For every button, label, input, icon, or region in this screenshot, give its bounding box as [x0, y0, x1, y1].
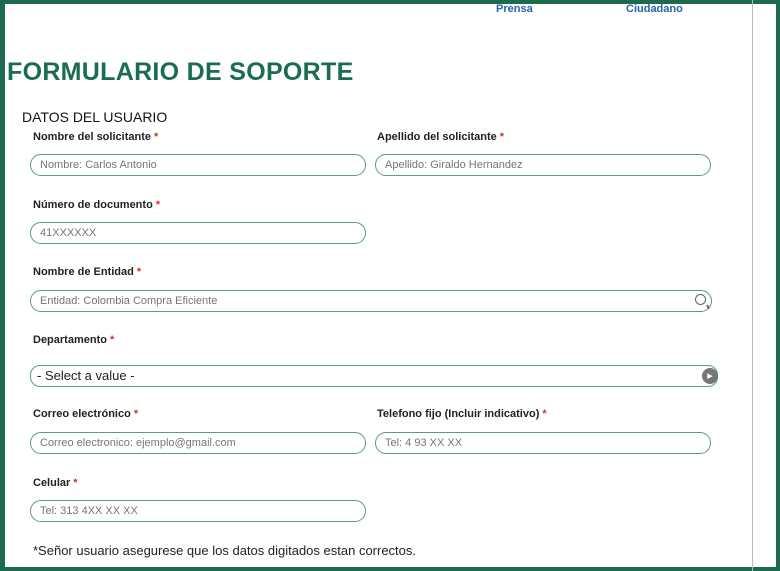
search-icon[interactable]: [695, 294, 706, 305]
section-title: DATOS DEL USUARIO: [22, 109, 168, 125]
label-text: Correo electrónico: [33, 408, 131, 420]
page-title: FORMULARIO DE SOPORTE: [7, 58, 354, 86]
nav-link-prensa[interactable]: Prensa: [496, 3, 533, 15]
label-entidad: [33, 266, 141, 278]
documento-input[interactable]: [30, 222, 366, 244]
label-text: Departamento: [33, 334, 107, 346]
label-text: Número de documento: [33, 199, 153, 211]
label-telefono: [377, 408, 547, 420]
apellido-input[interactable]: [375, 154, 711, 176]
required-mark: *: [155, 199, 161, 211]
label-departamento: [33, 334, 114, 346]
nav-link-ciudadano[interactable]: Ciudadano: [626, 3, 683, 15]
required-mark: *: [499, 131, 505, 143]
required-mark: *: [133, 408, 139, 420]
label-apellido: [377, 131, 504, 143]
verification-note: *Señor usuario asegurese que los datos digitados estan correctos.: [33, 543, 417, 558]
required-mark: *: [136, 266, 142, 278]
correo-input[interactable]: [30, 432, 366, 454]
label-text: Nombre del solicitante: [33, 131, 151, 143]
label-text: Telefono fijo (Incluir indicativo): [377, 408, 540, 420]
required-mark: *: [73, 477, 78, 489]
label-correo: [33, 408, 138, 420]
content-edge: [752, 0, 753, 571]
required-mark: *: [542, 408, 547, 420]
label-text: Apellido del solicitante: [377, 131, 497, 143]
entidad-field-wrapper: [30, 290, 712, 312]
celular-input[interactable]: [30, 500, 366, 522]
label-documento: [33, 199, 160, 211]
departamento-select[interactable]: [30, 365, 718, 387]
telefono-input[interactable]: [375, 432, 711, 454]
departamento-selected-value: - Select a value -: [37, 368, 135, 383]
dropdown-icon[interactable]: ▸: [702, 368, 718, 384]
top-nav: [0, 3, 780, 17]
nombre-input[interactable]: [30, 154, 366, 176]
label-nombre: [33, 131, 158, 143]
entidad-input[interactable]: [30, 290, 712, 312]
label-text: Nombre de Entidad: [33, 266, 134, 278]
required-mark: *: [153, 131, 159, 143]
label-celular: [33, 477, 78, 489]
label-text: Celular: [33, 477, 71, 489]
required-mark: *: [109, 334, 115, 346]
